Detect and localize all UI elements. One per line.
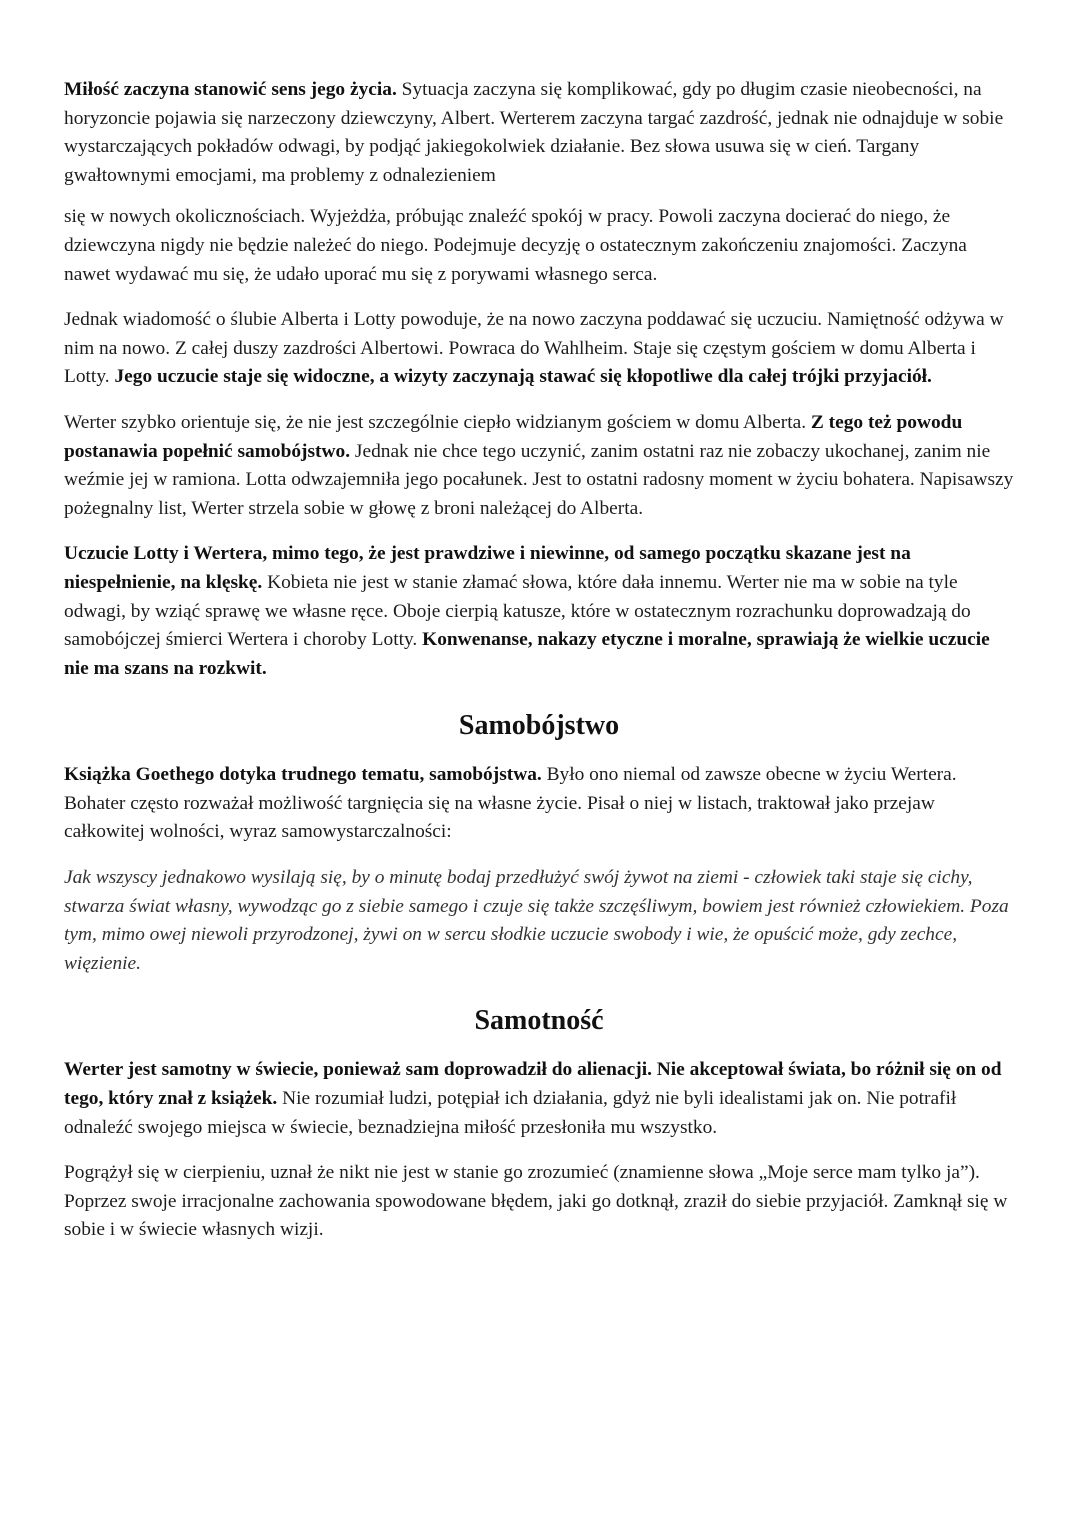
paragraph-love-meaning: [64, 76, 1014, 190]
paragraph-decision: [64, 409, 1014, 523]
paragraph-text: Pogrążył się w cierpieniu, uznał że nikt nie jest w stanie go zrozumieć (znamienne słowa „Moje serce mam tylko ja”). Poprzez swoje irracjonalne zachowania spowodowane błędem, jaki go dotknął, zraził do siebie przyjaciół. Zamknął się w sobie i w świecie własnych wizji.: [64, 1162, 1008, 1241]
bold-phrase: Werter jest samotny w świecie, ponieważ sam doprowadził do alienacji. Nie akceptował świata, bo różnił się on od tego, który znał z książek.: [64, 1059, 1002, 1110]
paragraph-new-circumstances: [64, 203, 1014, 289]
paragraph-text: Nie rozumiał ludzi, potępiał ich działania, gdyż nie byli idealistami jak on. Nie potrafił odnaleźć swojego miejsca w świecie, beznadziejna miłość przesłoniła mu wszystko.: [64, 1088, 957, 1138]
paragraph-text: Kobieta nie jest w stanie złamać słowa, które dała innemu. Werter nie ma w sobie na tyle odwagi, by wziąć sprawę we własne ręce. Oboje cierpią katusze, które w ostatecznym rozrachunku doprowadzają do samobójczej śmierci Wertera i choroby Lotty.: [64, 571, 971, 651]
paragraph-text: Sytuacja zaczyna się komplikować, gdy po długim czasie nieobecności, na horyzoncie pojawia się narzeczony dziewczyny, Albert. Werterem zaczyna targać zazdrość, jednak nie odnajduje w sobie wystarczających pokładów odwagi, by podjąć jakiegokolwiek działanie. Bez słowa usuwa się w cień. Targany gwałtownymi emocjami, ma problemy z odnalezieniem: [64, 79, 1004, 186]
bold-phrase: Uczucie Lotty i Wertera, mimo tego, że jest prawdziwe i niewinne, od samego początku skazane jest na niespełnienie, na klęskę.: [64, 543, 911, 593]
bold-phrase: Miłość zaczyna stanowić sens jego życia.: [64, 79, 397, 100]
paragraph-doomed-love: [64, 540, 1014, 683]
document-page: [64, 76, 1014, 1262]
paragraph-text: Jednak nie chce tego uczynić, zanim ostatni raz nie zobaczy ukochanej, zanim nie weźmie jej w ramiona. Lotta odwzajemniła jego pocałunek. Jest to ostatni radosny moment w życiu bohatera. Napisawszy pożegnalny list, Werter strzela sobie w głowę z broni należącej do Alberta.: [64, 440, 1014, 519]
paragraph-text: się w nowych okolicznościach. Wyjeżdża, próbując znaleźć spokój w pracy. Powoli zaczyna docierać do niego, że dziewczyna nigdy nie będzie należeć do niego. Podejmuje decyzję o ostatecznym zakończeniu znajomości. Zaczyna nawet wydawać mu się, że udało uporać mu się z porywami własnego serca.: [64, 206, 967, 285]
bold-phrase: Książka Goethego dotyka trudnego tematu, samobójstwa.: [64, 764, 542, 786]
paragraph-suicide-intro: [64, 761, 1014, 847]
paragraph-text: Werter szybko orientuje się, że nie jest szczególnie ciepło widzianym gościem w domu Alberta.: [64, 411, 811, 433]
section-heading-loneliness: Samotność: [474, 1005, 604, 1037]
paragraph-loneliness-suffering: [64, 1159, 1014, 1245]
bold-phrase: Jego uczucie staje się widoczne, a wizyty zaczynają stawać się kłopotliwe dla całej trójki przyjaciół.: [114, 366, 932, 388]
section-heading-suicide: Samobójstwo: [458, 710, 620, 742]
quote-passage: Jak wszyscy jednakowo wysilają się, by o minutę bodaj przedłużyć swój żywot na ziemi - człowiek taki staje się cichy, stwarza świat własny, wywodząc go z siebie samego i czuje się także szczęśliwym, bowiem jest również człowiekiem. Poza tym, mimo owej niewoli przyrodzonej, żywi on w sercu słodkie uczucie swobody i wie, że opuścić może, gdy zechce, więzienie.: [64, 867, 1009, 974]
bold-phrase: Z tego też powodu postanawia popełnić samobójstwo.: [64, 411, 963, 462]
paragraph-text: Było ono niemal od zawsze obecne w życiu Wertera. Bohater często rozważał możliwość targnięcia się na własne życie. Pisał o niej w listach, traktował jako przejaw całkowitej wolności, wyraz samowystarczalności:: [64, 764, 957, 843]
bold-phrase: Konwenanse, nakazy etyczne i moralne, sprawiają że wielkie uczucie nie ma szans na rozkwit.: [64, 629, 990, 679]
paragraph-text: Jednak wiadomość o ślubie Alberta i Lotty powoduje, że na nowo zaczyna poddawać się uczuciu. Namiętność odżywa w nim na nowo. Z całej duszy zazdrości Albertowi. Powraca do Wahlheim. Staje się częstym gościem w domu Alberta i Lotty.: [64, 309, 1004, 388]
paragraph-loneliness-intro: [64, 1056, 1014, 1142]
paragraph-wedding-news: [64, 306, 1014, 392]
